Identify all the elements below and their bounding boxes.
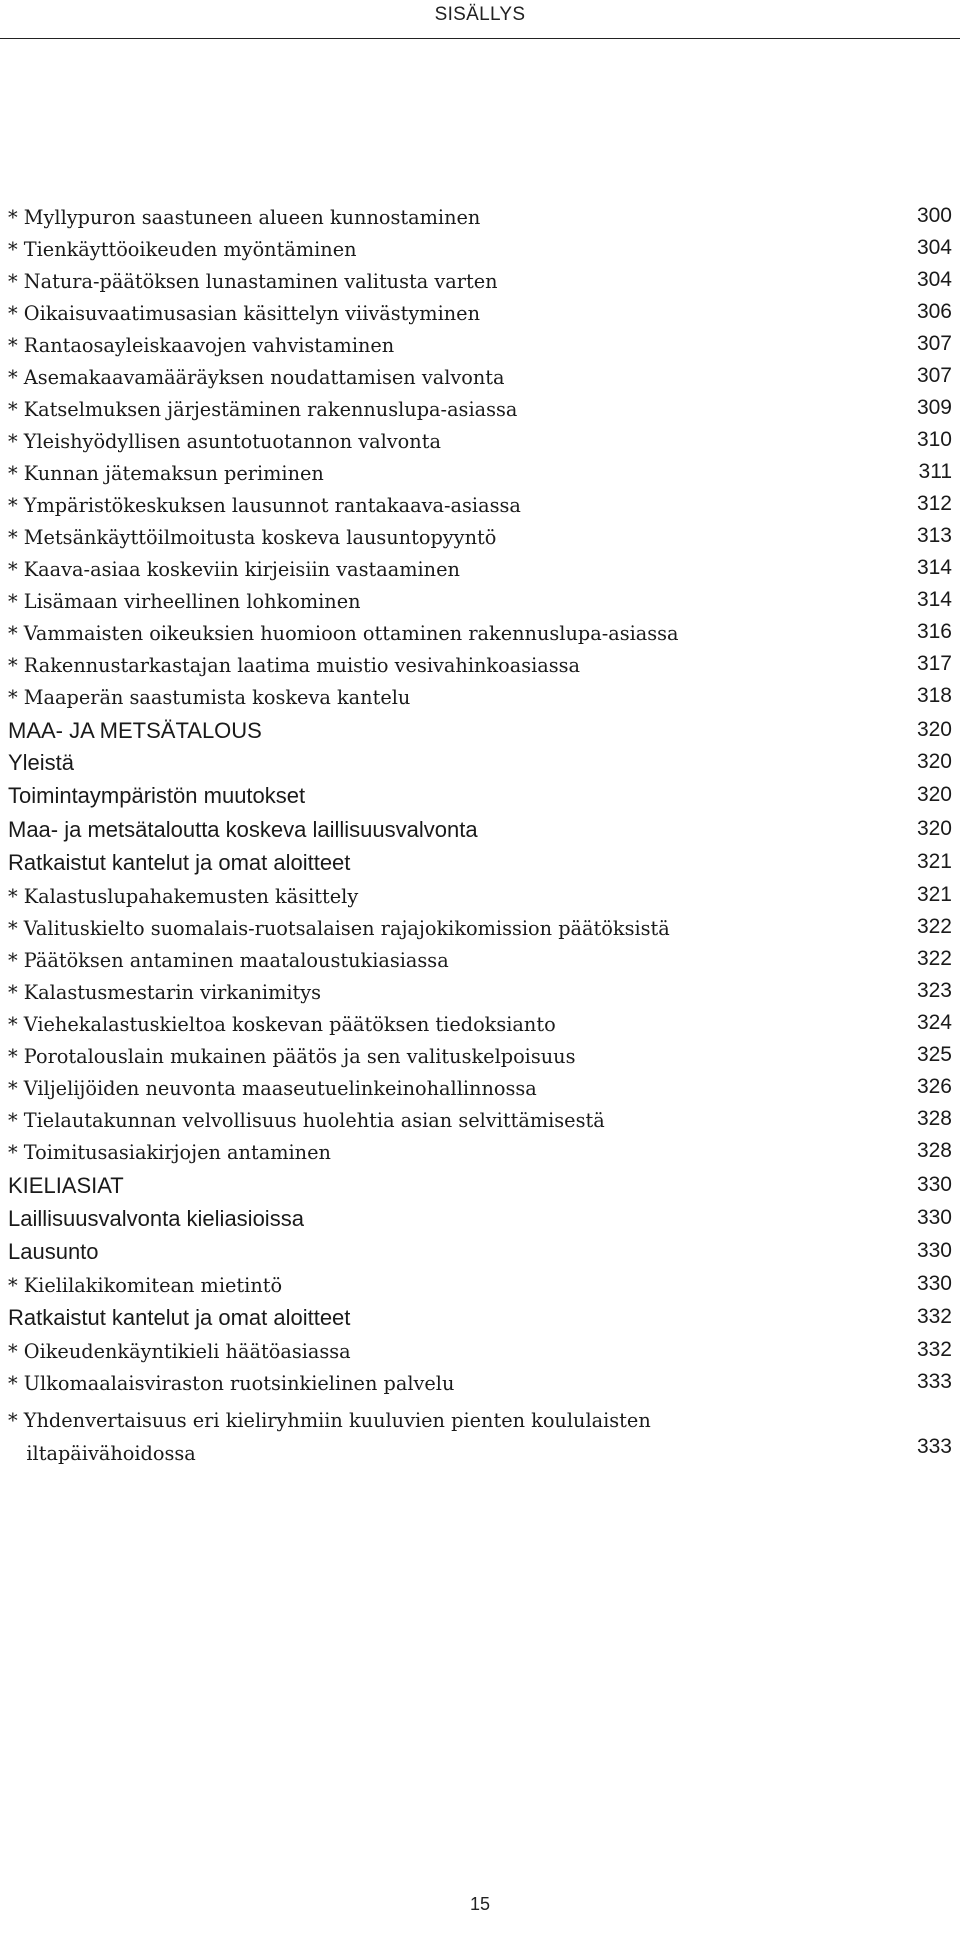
toc-entry-page: 307 [916,364,952,387]
toc-entry-page: 322 [916,947,952,970]
toc-entry-title: * Kielilakikomitean mietintö [8,1274,283,1297]
toc-entry-page: 316 [916,620,952,643]
toc-entry-page: 332 [916,1305,952,1328]
toc-entry-page: 324 [916,1011,952,1034]
page-header [0,0,960,39]
toc-entry-title: * Viljelijöiden neuvonta maaseutuelinkeinohallinnossa [8,1077,537,1100]
toc-entry-title: * Viehekalastuskieltoa koskevan päätöksen tiedoksianto [8,1013,556,1036]
toc-entry-title: * Porotalouslain mukainen päätös ja sen valituskelpoisuus [8,1045,576,1068]
toc-entry-page: 307 [916,332,952,355]
toc-entry-page: 333 [916,1435,952,1458]
toc-entry-title: * Tienkäyttöoikeuden myöntäminen [8,238,357,261]
toc-entry-page: 330 [916,1272,952,1295]
toc-entry-title-line: iltapäivähoidossa [8,1442,196,1465]
toc-entry-page: 300 [916,204,952,227]
toc-entry-title: * Ulkomaalaisviraston ruotsinkielinen palvelu [8,1372,455,1395]
toc-entry-title: * Maaperän saastumista koskeva kantelu [8,686,411,709]
toc-entry-title [8,1404,651,1470]
toc-entry-page: 325 [916,1043,952,1066]
toc-entry-page: 323 [916,979,952,1002]
toc-entry-page: 309 [916,396,952,419]
toc-entry-title: * Asemakaavamääräyksen noudattamisen valvonta [8,366,505,389]
toc-entry-title: * Metsänkäyttöilmoitusta koskeva lausuntopyyntö [8,526,497,549]
toc-entry-title: Lausunto [8,1239,99,1264]
toc-entry-page: 321 [916,883,952,906]
toc-entry-page: 333 [916,1370,952,1393]
toc-entry-title: Yleistä [8,750,75,775]
toc-entry-page: 314 [916,556,952,579]
toc-entry-page: 320 [916,750,952,773]
toc-entry-title: * Katselmuksen järjestäminen rakennuslupa-asiassa [8,398,518,421]
toc-entry-page: 318 [916,684,952,707]
toc-entry-title: Laillisuusvalvonta kieliasioissa [8,1206,304,1231]
toc-entry-title: * Kalastusmestarin virkanimitys [8,981,322,1004]
toc-entry-page: 321 [916,850,952,873]
toc-entry-page: 330 [916,1239,952,1262]
toc-entry-page: 322 [916,915,952,938]
toc-entry-page: 328 [916,1139,952,1162]
toc-entry-page: 314 [916,588,952,611]
toc-entry-page: 306 [916,300,952,323]
toc-entry-title: * Valituskielto suomalais-ruotsalaisen rajajokikomission päätöksistä [8,917,670,940]
toc-entry-title: * Rakennustarkastajan laatima muistio vesivahinkoasiassa [8,654,581,677]
toc-entry-title: * Oikaisuvaatimusasian käsittelyn viivästyminen [8,302,480,325]
toc-entry-title: KIELIASIAT [8,1173,124,1198]
toc-entry-title: * Lisämaan virheellinen lohkominen [8,590,361,613]
toc-entry-title: * Myllypuron saastuneen alueen kunnostaminen [8,206,481,229]
toc-entry-title: * Ympäristökeskuksen lausunnot rantakaava-asiassa [8,494,521,517]
toc-entry-title: * Oikeudenkäyntikieli häätöasiassa [8,1340,351,1363]
toc-entry-page: 328 [916,1107,952,1130]
toc-entry-page: 330 [916,1173,952,1196]
toc-entry-title: * Kaava-asiaa koskeviin kirjeisiin vastaaminen [8,558,460,581]
toc-entry-page: 330 [916,1206,952,1229]
toc-entry-title: MAA- JA METSÄTALOUS [8,718,262,743]
toc-entry-page: 332 [916,1338,952,1361]
toc-entry-page: 304 [916,268,952,291]
toc-entry-title: Maa- ja metsätaloutta koskeva laillisuusvalvonta [8,817,478,842]
header-title: SISÄLLYS [434,4,526,25]
toc-entry-title: * Rantaosayleiskaavojen vahvistaminen [8,334,395,357]
toc-entry-title: * Yleishyödyllisen asuntotuotannon valvonta [8,430,441,453]
toc-entry-title: * Vammaisten oikeuksien huomioon ottaminen rakennuslupa-asiassa [8,622,679,645]
toc-entry-title: * Tielautakunnan velvollisuus huolehtia asian selvittämisestä [8,1109,605,1132]
toc-entry-title: Toimintaympäristön muutokset [8,783,306,808]
toc-entry-page: 320 [916,718,952,741]
toc-entry-page: 313 [916,524,952,547]
toc-entry-title: Ratkaistut kantelut ja omat aloitteet [8,1305,351,1330]
toc-entry-page: 317 [916,652,952,675]
toc-entry-page: 320 [916,817,952,840]
toc-entry-page: 320 [916,783,952,806]
toc-entry-title: * Päätöksen antaminen maataloustukiasiassa [8,949,449,972]
toc-entry-title: Ratkaistut kantelut ja omat aloitteet [8,850,351,875]
page-number: 15 [469,1894,491,1914]
toc-entry-page: 304 [916,236,952,259]
toc-entry-page: 312 [916,492,952,515]
toc-entry-title-line: * Yhdenvertaisuus eri kieliryhmiin kuuluvien pienten koululaisten [8,1409,651,1432]
toc-entry-page: 310 [916,428,952,451]
toc-entry-title: * Kunnan jätemaksun periminen [8,462,324,485]
toc-entry-title: * Toimitusasiakirjojen antaminen [8,1141,331,1164]
toc-entry-title: * Kalastuslupahakemusten käsittely [8,885,359,908]
toc-entry-title: * Natura-päätöksen lunastaminen valitusta varten [8,270,498,293]
toc-entry-page: 326 [916,1075,952,1098]
toc-entry-page: 311 [918,460,952,483]
